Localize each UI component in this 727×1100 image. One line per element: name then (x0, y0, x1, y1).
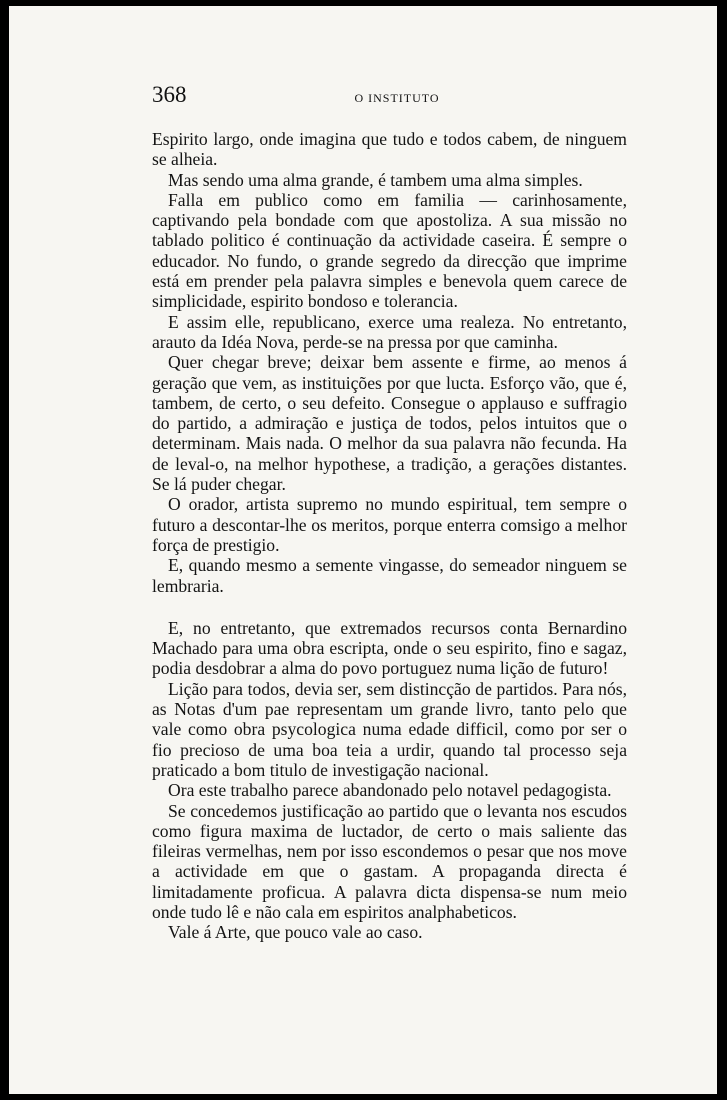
paragraph: Falla em publico como em familia — carinhosamente, captivando pela bondade com que apostoliza. A sua missão no tablado politico é continuação da actividade caseira. É sempre o educador. No fundo, o grande segredo da direcção que imprime está em prender pela palavra simples e benevola quem carece de simplicidade, espirito bondoso e tolerancia. (152, 189, 627, 312)
paragraph: E, no entretanto, que extremados recursos conta Bernardino Machado para uma obra escripta, onde o seu espirito, fino e sagaz, podia desdobrar a alma do povo portuguez numa lição de futuro! (152, 617, 627, 679)
paragraph: Mas sendo uma alma grande, é tambem uma alma simples. (168, 169, 583, 190)
paragraph: Se concedemos justificação ao partido que o levanta nos escudos como figura maxima de luctador, de certo o mais saliente das fileiras vermelhas, nem por isso escondemos o pesar que nos move a actividade em que o gastam. A propaganda directa é limitadamente proficua. A palavra dicta dispensa-se num meio onde tudo lê e não cala em espiritos analphabeticos. (152, 800, 627, 922)
paragraph: E, quando mesmo a semente vingasse, do semeador ninguem se lembraria. (152, 555, 627, 596)
paragraph: Vale á Arte, que pouco vale ao caso. (168, 922, 423, 943)
page-header (152, 82, 642, 112)
paragraph: Ora este trabalho parece abandonado pelo notavel pedagogista. (168, 780, 612, 801)
paragraph: O orador, artista supremo no mundo espiritual, tem sempre o futuro a descontar-lhe os meritos, porque enterra comsigo a melhor força de prestigio. (152, 494, 627, 555)
paragraph: E assim elle, republicano, exerce uma realeza. No entretanto, arauto da Idéa Nova, perde-se na pressa por que caminha. (152, 311, 627, 352)
paragraph: Lição para todos, devia ser, sem distincção de partidos. Para nós, as Notas d'um pae representam um grande livro, tanto pelo que vale como obra psycologica numa edade difficil, como por ser o fio precioso de uma boa teia a urdir, quando tal processo seja praticado a bom titulo de investigação nacional. (152, 678, 627, 780)
body-text (152, 129, 627, 943)
book-page (9, 6, 717, 1094)
paragraph: Quer chegar breve; deixar bem assente e firme, ao menos á geração que vem, as instituições por que lucta. Esforço vão, que é, tambem, de certo, o seu defeito. Consegue o applauso e suffragio do partido, a admiração e justiça de todos, pelos intuitos que o determinam. Mais nada. O melhor da sua palavra não fecunda. Ha de leval-o, na melhor hypothese, a tradição, a gerações distantes. Se lá puder chegar. (152, 352, 627, 495)
page-number: 368 (152, 82, 187, 107)
paragraph: Espirito largo, onde imagina que tudo e todos cabem, de ninguem se alheia. (152, 129, 627, 170)
running-title: O INSTITUTO (354, 91, 440, 105)
